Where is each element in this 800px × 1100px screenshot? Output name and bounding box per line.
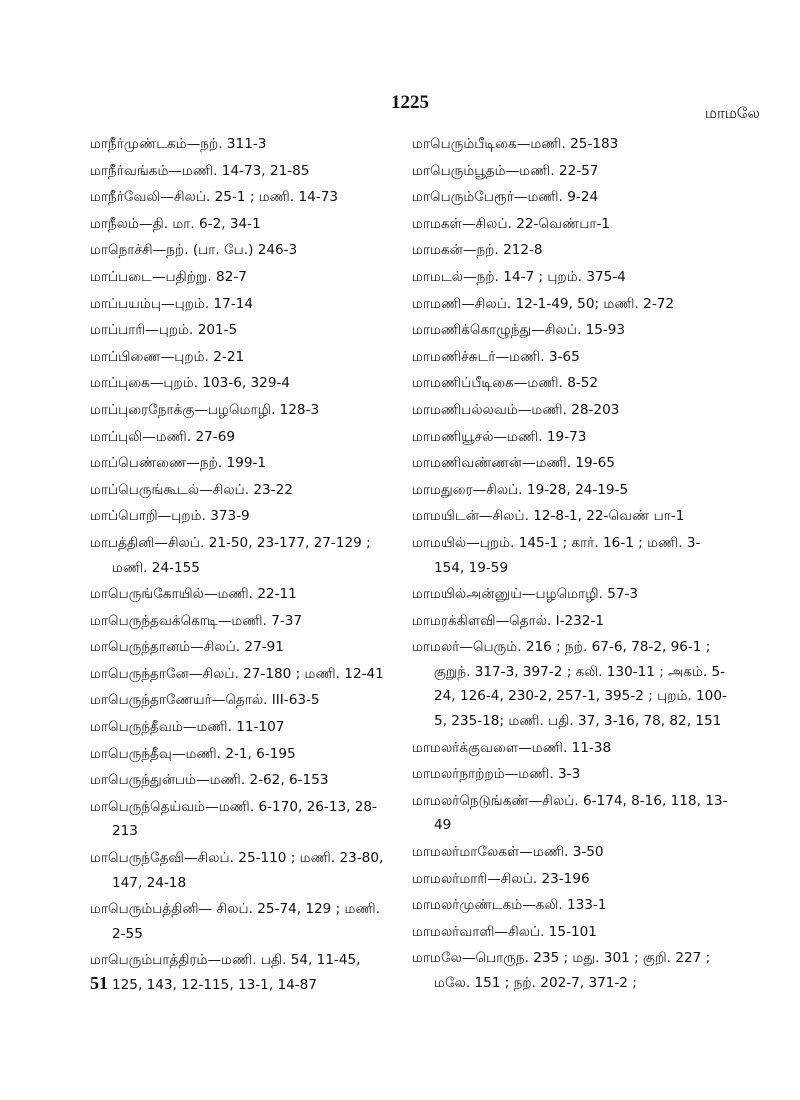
- index-entry: மாநொச்சி—நற். (பா. பே.) 246-3: [90, 242, 298, 259]
- index-entry: மாமணி—சிலப். 12-1-49, 50; மணி. 2-72: [412, 295, 675, 312]
- index-entry: மாமலர்மாலேகள்—மணி. 3-50: [412, 844, 604, 861]
- index-entry: மாப்புகை—புறம். 103-6, 329-4: [90, 375, 291, 392]
- index-entry: மாபத்தினி—சிலப். 21-50, 23-177, 27-129 ; மணி. 24-155: [90, 534, 371, 576]
- index-entry: மாமணிக்கொழுந்து—சிலப். 15-93: [412, 322, 626, 339]
- index-entry: மாப்பெண்ணை—நற். 199-1: [90, 455, 267, 472]
- index-entry: மாபெருந்துன்பம்—மணி. 2-62, 6-153: [90, 772, 329, 789]
- index-entry: மாமலர்வாளி—சிலப். 15-101: [412, 923, 597, 940]
- index-entry: மாபெரும்பேரூர்—மணி. 9-24: [412, 189, 599, 206]
- index-entry: மாபெருந்தெய்வம்—மணி. 6-170, 26-13, 28-213: [90, 798, 377, 840]
- folio-number: 51: [90, 973, 108, 993]
- index-entry: மாமணிவண்ணன்—மணி. 19-65: [412, 455, 615, 472]
- running-head: மாமலே: [704, 104, 760, 122]
- index-entry: மாப்பொறி—புறம். 373-9: [90, 508, 250, 525]
- index-entry: மாமணிபல்லவம்—மணி. 28-203: [412, 401, 620, 418]
- index-entry: மாப்புலி—மணி. 27-69: [90, 428, 236, 445]
- index-entry: மாமணியூசல்—மணி. 19-73: [412, 428, 587, 445]
- index-entry: மாமடல்—நற். 14-7 ; புறம். 375-4: [412, 268, 626, 285]
- index-entry: மாபெருந்தானம்—சிலப். 27-91: [90, 639, 284, 656]
- index-entry: மாப்படை—பதிற்று. 82-7: [90, 268, 247, 285]
- right-column: [412, 132, 728, 998]
- index-entry: மாமலர்நெடுங்கண்—சிலப். 6-174, 8-16, 118, 13-49: [412, 792, 728, 834]
- index-entry: மாமணிச்சுடர்—மணி. 3-65: [412, 348, 580, 365]
- index-entry: மாப்பிணை—புறம். 2-21: [90, 348, 245, 365]
- index-entry: மாப்பயம்பு—புறம். 17-14: [90, 295, 254, 312]
- index-entry: மாமகன்—நற். 212-8: [412, 242, 543, 259]
- index-entry: மாமலர்நாற்றம்—மணி. 3-3: [412, 766, 581, 783]
- index-entry: மாமயில்—புறம். 145-1 ; கார். 16-1 ; மணி. 3-154, 19-59: [412, 534, 701, 576]
- index-entry: மாபெரும்பத்தினி— சிலப். 25-74, 129 ; மணி. 2-55: [90, 901, 381, 942]
- index-entry: மாமதுரை—சிலப். 19-28, 24-19-5: [412, 481, 629, 498]
- index-entry: மாமணிப்பீடிகை—மணி. 8-52: [412, 375, 599, 392]
- index-entry: மாபெருந்தாணேயர்—தொல். III-63-5: [90, 692, 320, 709]
- index-entry: மாநீர்முண்டகம்—நற். 311-3: [90, 136, 267, 152]
- index-entry: மாப்பெருங்கூடல்—சிலப். 23-22: [90, 481, 293, 498]
- index-entry: மாபெரும்பீடிகை—மணி. 25-183: [412, 136, 619, 152]
- index-entry: மாப்புரைநோக்கு—பழமொழி. 128-3: [90, 401, 320, 418]
- index-entry: மாபெரும்பூதம்—மணி. 22-57: [412, 162, 599, 179]
- index-entry: மாமரக்கிளவி—தொல். I-232-1: [412, 612, 605, 629]
- index-entry: மாநீர்வேலி—சிலப். 25-1 ; மணி. 14-73: [90, 189, 339, 206]
- index-entry: மாமலர்முண்டகம்—கலி. 133-1: [412, 897, 607, 914]
- index-entry: மாப்பாரி—புறம். 201-5: [90, 322, 238, 339]
- index-entry: மாபெருங்கோயில்—மணி. 22-11: [90, 586, 297, 603]
- index-entry: மாநீலம்—தி. மா. 6-2, 34-1: [90, 215, 261, 232]
- index-entry: மாமலே—பொருந. 235 ; மது. 301 ; குறி. 227 ; மலே. 151 ; நற். 202-7, 371-2 ;: [412, 950, 711, 991]
- index-entry: மாமயிடன்—சிலப். 12-8-1, 22-வெண் பா-1: [412, 508, 685, 525]
- page-number: 1225: [391, 92, 429, 113]
- index-entry: மாநீர்வங்கம்—மணி. 14-73, 21-85: [90, 162, 310, 179]
- index-entry: மாமலர்மாரி—சிலப். 23-196: [412, 870, 590, 887]
- index-entry: மாபெருந்தேவி—சிலப். 25-110 ; மணி. 23-80, 147, 24-18: [90, 850, 384, 891]
- index-entry: மாமலர்—பெரும். 216 ; நற். 67-6, 78-2, 96-1 ; குறுந். 317-3, 397-2 ; கலி. 130-11 ; அகம். 5-24, 126-4, 230-2, 257-1, 395-2 ; புறம். 100-5, 235-18; மணி. பதி. 37, 3-16, 78, 82, 151: [412, 639, 727, 730]
- index-entry: மாமலர்க்குவளை—மணி. 11-38: [412, 739, 612, 756]
- index-entry: மாபெரும்பாத்திரம்—மணி. பதி. 54, 11-45, 125, 143, 12-115, 13-1, 14-87: [90, 952, 361, 993]
- index-entry: மாபெருந்தீவு—மணி. 2-1, 6-195: [90, 745, 296, 762]
- index-entry: மாமகள்—சிலப். 22-வெண்பா-1: [412, 215, 611, 232]
- index-entry: மாபெருந்தீவம்—மணி. 11-107: [90, 719, 285, 736]
- left-column: [90, 132, 390, 1000]
- index-entry: மாமயில்அன்னுய்—பழமொழி. 57-3: [412, 586, 639, 603]
- index-entry: மாபெருந்தானே—சிலப். 27-180 ; மணி. 12-41: [90, 665, 384, 682]
- index-entry: மாபெருந்தவக்கொடி—மணி. 7-37: [90, 612, 303, 629]
